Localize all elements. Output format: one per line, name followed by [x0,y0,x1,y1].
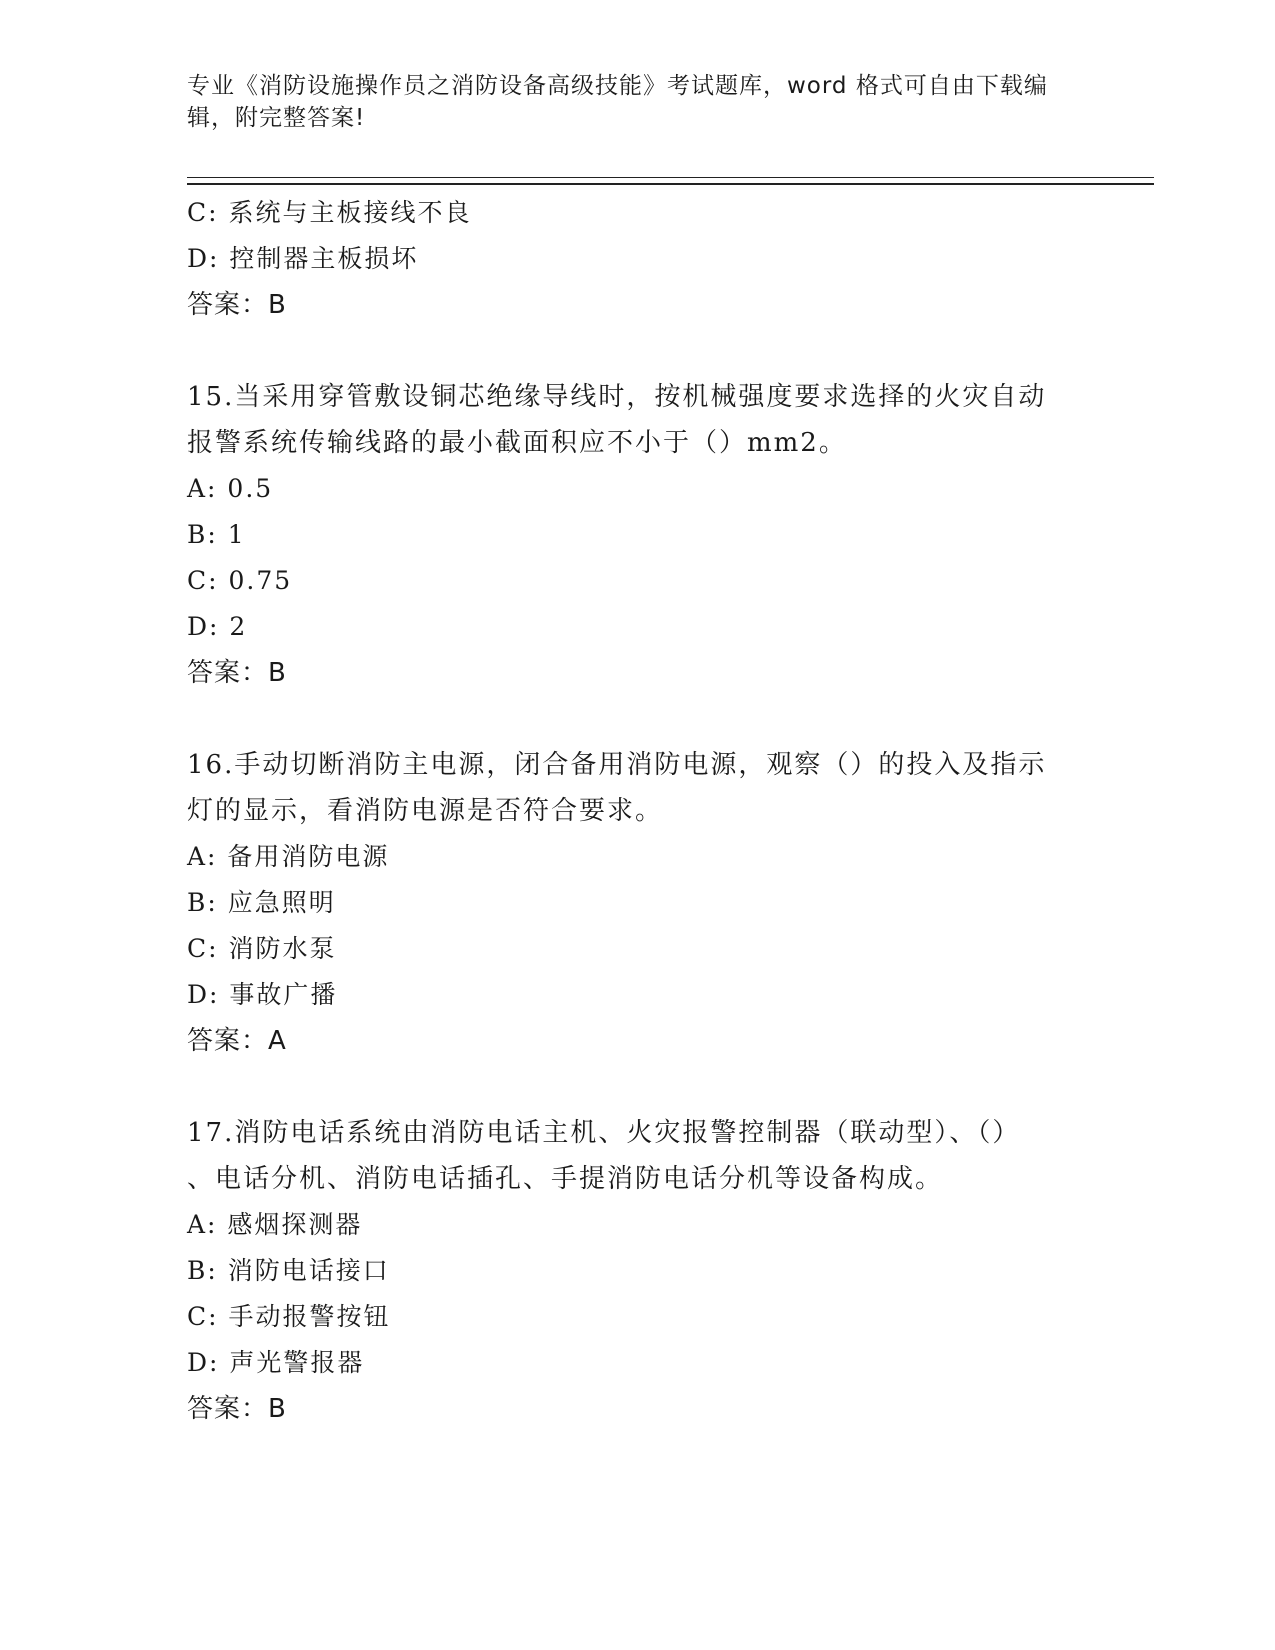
answer-line: 答案：B [187,290,287,320]
option-d: D: 声光警报器 [187,1348,365,1377]
option-b: B: 应急照明 [187,888,336,917]
spacer [187,328,1087,374]
question-stem-line: 16.手动切断消防主电源，闭合备用消防电源，观察（）的投入及指示 [187,750,1047,780]
header-line-2: 辑，附完整答案! [187,105,366,131]
option-c: C: 系统与主板接线不良 [187,198,472,227]
question-17 [187,1110,1087,1432]
option-d: D: 控制器主板损坏 [187,244,419,273]
option-c: C: 手动报警按钮 [187,1302,391,1331]
header-line-1: 专业《消防设施操作员之消防设备高级技能》考试题库，word 格式可自由下载编 [187,73,1048,99]
option-c: C: 消防水泵 [187,934,337,963]
question-stem-line: 、电话分机、消防电话插孔、手提消防电话分机等设备构成。 [187,1164,944,1194]
answer-line: 答案：B [187,658,287,688]
document-body [187,190,1087,1432]
option-b: B: 消防电话接口 [187,1256,390,1285]
previous-question-tail [187,190,1087,328]
question-16 [187,742,1087,1064]
question-stem-line: 报警系统传输线路的最小截面积应不小于（）mm2。 [187,428,847,458]
question-15 [187,374,1087,696]
question-stem-line: 15.当采用穿管敷设铜芯绝缘导线时，按机械强度要求选择的火灾自动 [187,382,1047,412]
spacer [187,1064,1087,1110]
answer-line: 答案：A [187,1026,287,1056]
answer-line: 答案：B [187,1394,287,1424]
option-a: A: 0.5 [187,474,274,503]
option-d: D: 事故广播 [187,980,338,1009]
question-stem-line: 17.消防电话系统由消防电话主机、火灾报警控制器（联动型）、（） [187,1118,1021,1148]
spacer [187,696,1087,742]
option-a: A: 感烟探测器 [187,1210,363,1239]
option-d: D: 2 [187,612,248,641]
header-divider [187,177,1154,185]
option-b: B: 1 [187,520,246,549]
page-header [187,70,1077,134]
option-c: C: 0.75 [187,566,293,595]
question-stem-line: 灯的显示，看消防电源是否符合要求。 [187,796,664,826]
option-a: A: 备用消防电源 [187,842,390,871]
